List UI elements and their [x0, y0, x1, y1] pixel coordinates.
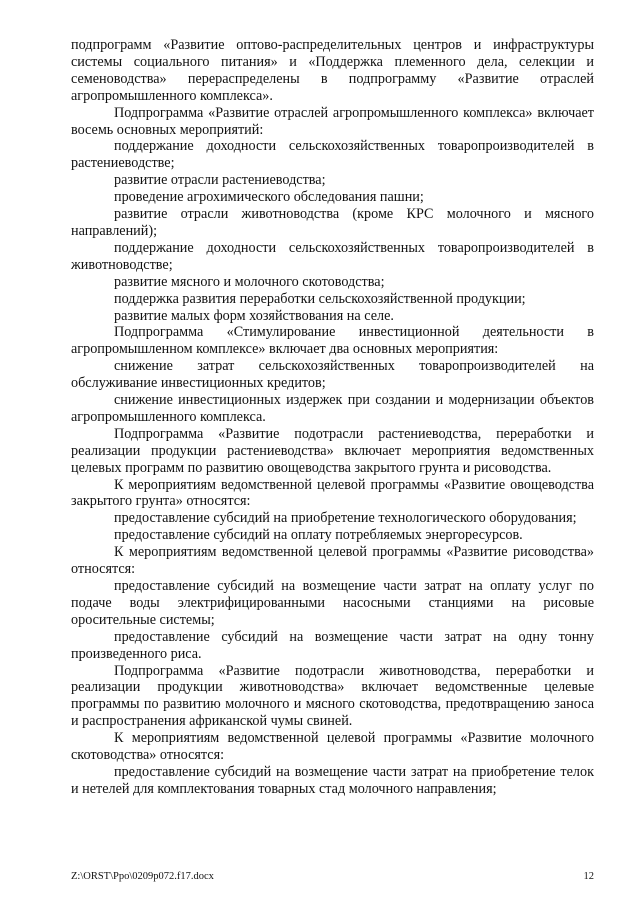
file-path: Z:\ORST\Ppo\0209p072.f17.docx [71, 871, 214, 882]
paragraph: предоставление субсидий на возмещение части затрат на оплату услуг по подаче воды электрифицированными насосными станциями на рисовые оросительные системы; [71, 578, 594, 628]
paragraph: подпрограмм «Развитие оптово-распределительных центров и инфраструктуры системы социального питания» и «Поддержка племенного дела, селекции и семеноводства» перераспределены в подпрограмму «Развитие отраслей агропромышленного комплекса». [71, 37, 594, 104]
page-number: 12 [583, 871, 594, 882]
paragraph: предоставление субсидий на возмещение части затрат на приобретение телок и нетелей для комплектования товарных стад молочного направления; [71, 763, 594, 797]
paragraph: проведение агрохимического обследования пашни; [114, 189, 424, 206]
paragraph: поддержание доходности сельскохозяйственных товаропроизводителей в животноводстве; [71, 239, 594, 273]
paragraph: развитие малых форм хозяйствования на селе. [114, 307, 394, 324]
paragraph: развитие отрасли животноводства (кроме КРС молочного и мясного направлений); [71, 206, 594, 239]
paragraph: развитие мясного и молочного скотоводства; [114, 273, 385, 290]
paragraph: Подпрограмма «Развитие подотрасли животноводства, переработки и реализации продукции животноводства» включает ведомственные целевые программы по развитию молочного и мясного скотоводства, предотвращению заноса и распространения африканской чумы свиней. [71, 662, 594, 730]
paragraph: поддержка развития переработки сельскохозяйственной продукции; [114, 290, 526, 307]
paragraph: снижение затрат сельскохозяйственных товаропроизводителей на обслуживание инвестиционных кредитов; [71, 358, 594, 392]
paragraph: предоставление субсидий на оплату потребляемых энергоресурсов. [114, 527, 523, 544]
paragraph: предоставление субсидий на приобретение технологического оборудования; [114, 510, 577, 527]
paragraph: К мероприятиям ведомственной целевой программы «Развитие молочного скотоводства» относятся: [71, 730, 594, 764]
paragraph: Подпрограмма «Развитие подотрасли растениеводства, переработки и реализации продукции растениеводства» включает мероприятия ведомственных целевых программ по развитию овощеводства закрытого грунта и рисоводства. [71, 425, 594, 476]
paragraph: К мероприятиям ведомственной целевой программы «Развитие рисоводства» относятся: [71, 544, 594, 578]
paragraph: К мероприятиям ведомственной целевой программы «Развитие овощеводства закрытого грунта» относятся: [71, 476, 594, 510]
paragraph: поддержание доходности сельскохозяйственных товаропроизводителей в растениеводстве; [71, 138, 594, 172]
paragraph: развитие отрасли растениеводства; [114, 172, 326, 189]
paragraph: снижение инвестиционных издержек при создании и модернизации объектов агропромышленного комплекса. [71, 392, 594, 425]
paragraph: Подпрограмма «Развитие отраслей агропромышленного комплекса» включает восемь основных мероприятий: [71, 104, 594, 138]
paragraph: Подпрограмма «Стимулирование инвестиционной деятельности в агропромышленном комплексе» включает два основных мероприятия: [71, 324, 594, 358]
document-body [71, 37, 594, 798]
paragraph: предоставление субсидий на возмещение части затрат на одну тонну произведенного риса. [71, 628, 594, 662]
page-footer [71, 870, 594, 884]
